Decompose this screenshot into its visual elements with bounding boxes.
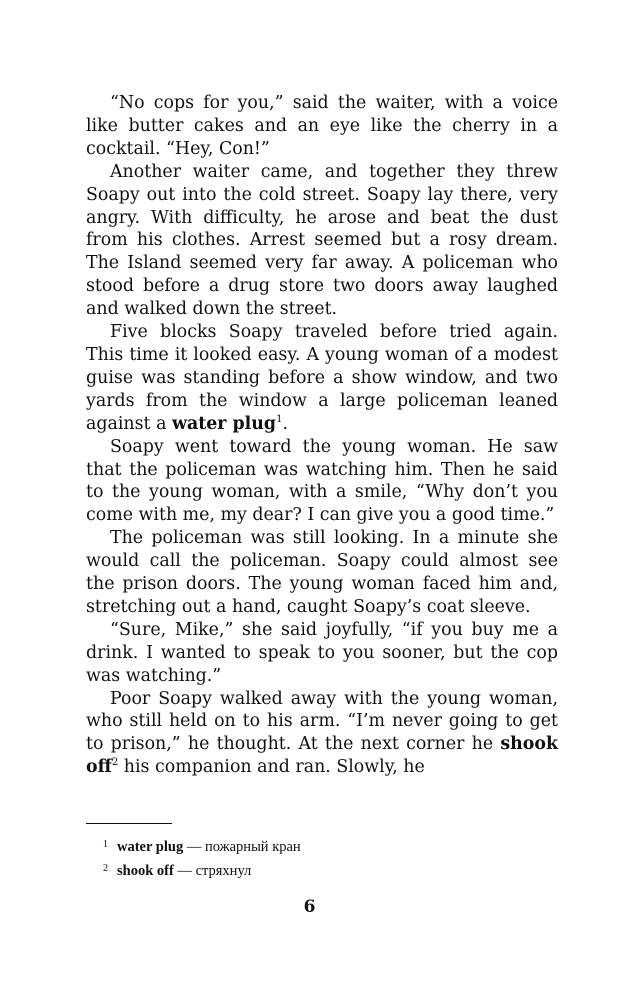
text-run: “No cops for you,” said the waiter, with a voice like butter cakes and an eye like the cherry in a cocktail. “Hey, Con!”: [86, 93, 558, 159]
body-text: [86, 92, 558, 779]
text-run: Soapy went toward the young woman. He saw that the policeman was watching him. Then he said to the young woman, with a smile, “Why don’t you come with me, my dear? I can give you a good time.”: [86, 436, 558, 526]
footnote-term: water plug: [117, 839, 184, 855]
paragraph: [86, 436, 558, 528]
footnote-number: 2: [103, 863, 108, 874]
paragraph: [86, 161, 558, 321]
footnotes: [103, 834, 543, 882]
footnote-term: shook off: [117, 863, 174, 879]
paragraph: [86, 527, 558, 619]
text-run: Five blocks Soapy traveled before tried again. This time it looked easy. A young woman of a modest guise was standing before a show window, and two yards from the window a large policeman leaned against a: [86, 322, 558, 434]
paragraph: [86, 619, 558, 688]
footnote-reference: 1: [276, 413, 283, 425]
text-run: .: [282, 413, 288, 434]
footnote-translation: — пожарный кран: [183, 839, 301, 855]
glossary-term: shook off: [86, 734, 558, 778]
footnote-number: 1: [103, 839, 108, 850]
text-run: Poor Soapy walked away with the young woman, who still held on to his arm. “I’m never going to get to prison,” he thought. At the next corner he: [86, 688, 558, 755]
text-run: The policeman was still looking. In a minute she would call the policeman. Soapy could almost see the prison doors. The young woman faced him and, stretching out a hand, caught Soapy’s coat sleeve.: [86, 528, 558, 617]
footnote-translation: — стряхнул: [173, 863, 252, 879]
footnote-reference: 2: [111, 757, 119, 769]
paragraph: [86, 321, 558, 436]
paragraph: [86, 92, 558, 161]
paragraph: [86, 688, 558, 780]
page-number: 6: [303, 897, 316, 917]
footnote-divider: [86, 823, 172, 824]
text-run: his companion and ran. Slowly, he: [118, 757, 425, 778]
glossary-term: water plug: [171, 413, 277, 434]
footnote: [103, 834, 543, 858]
text-run: Another waiter came, and together they threw Soapy out into the cold street. Soapy lay there, very angry. With difficulty, he arose and beat the dust from his clothes. Arrest seemed but a rosy dream. The Island seemed very far away. A policeman who stood before a drug store two doors away laughed and walked down the street.: [86, 161, 558, 320]
text-run: “Sure, Mike,” she said joyfully, “if you buy me a drink. I wanted to speak to you sooner, but the cop was watching.”: [86, 619, 558, 686]
footnote: [103, 858, 543, 882]
